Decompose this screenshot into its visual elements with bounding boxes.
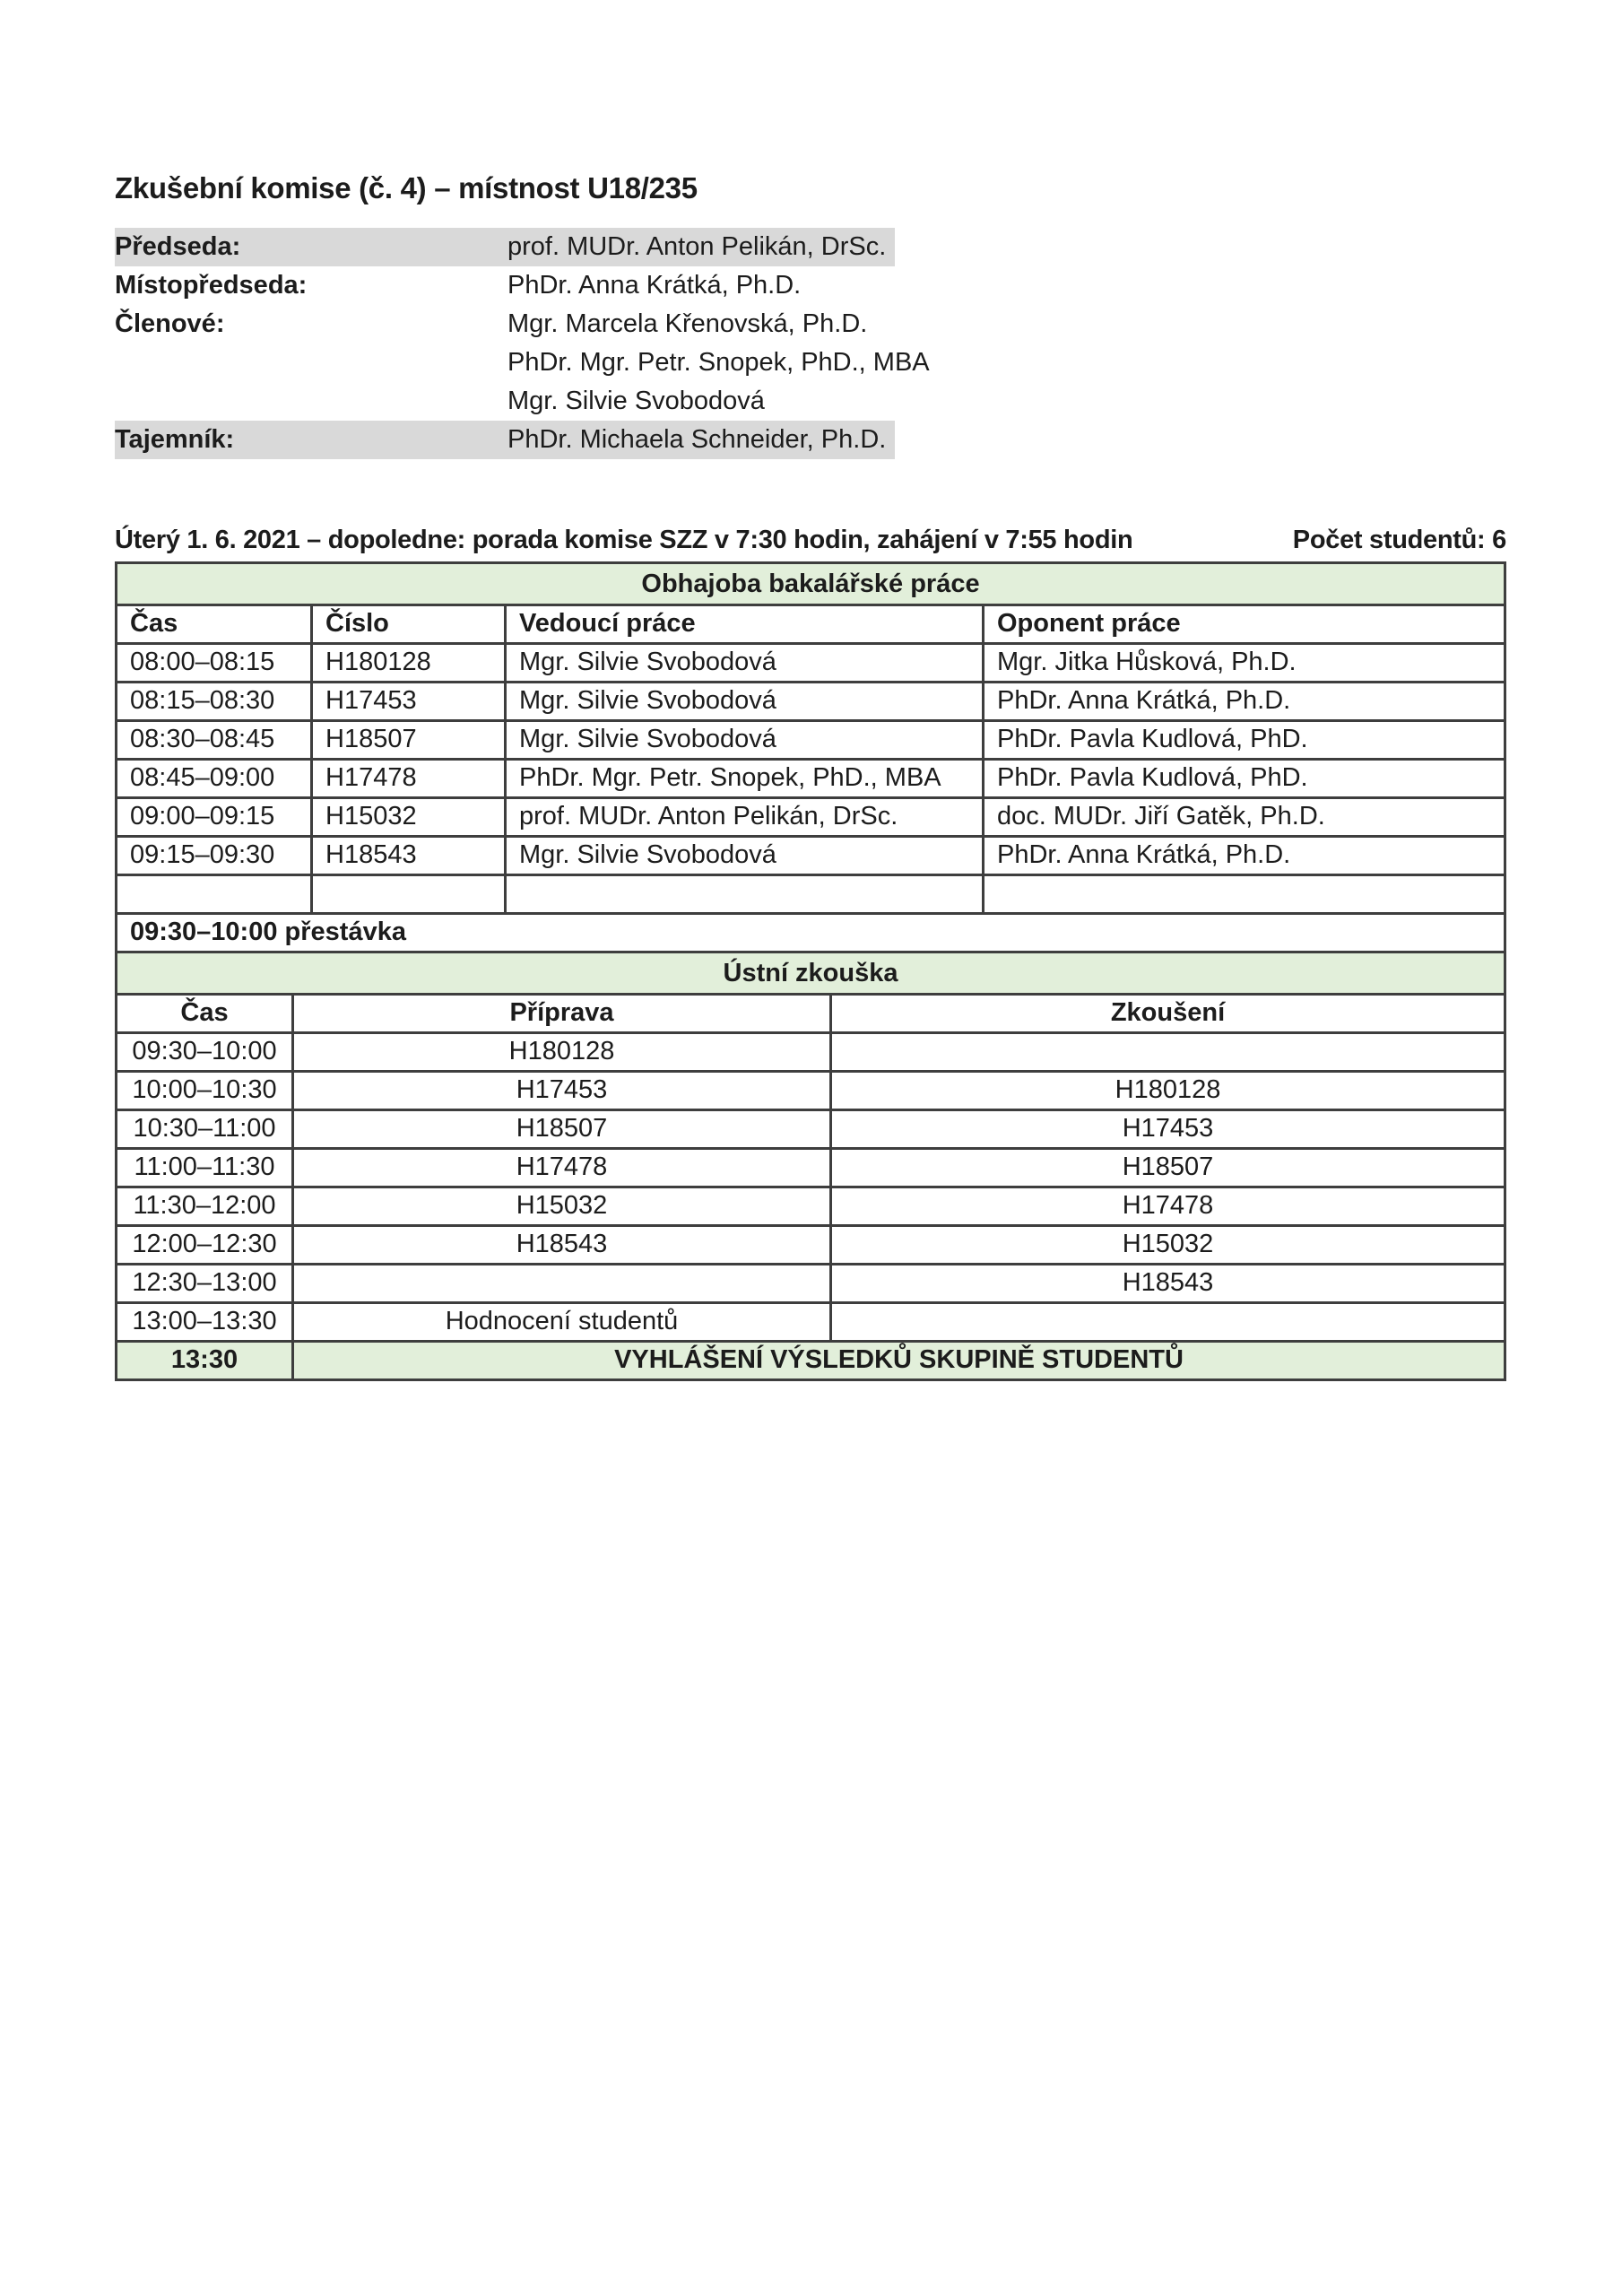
oral-row — [117, 1301, 1504, 1340]
committee-role-label: Předseda: — [115, 232, 241, 261]
date-heading: Úterý 1. 6. 2021 – dopoledne: porada komise SZZ v 7:30 hodin, zahájení v 7:55 hodin — [115, 526, 1133, 554]
cell-exam: H18507 — [829, 1150, 1504, 1186]
cell-time: 08:30–08:45 — [130, 725, 275, 753]
committee-role-label: Členové: — [115, 309, 225, 338]
committee-member-name: PhDr. Michaela Schneider, Ph.D. — [507, 425, 887, 454]
committee-row-member-3 — [115, 382, 774, 421]
cell-prep: H17478 — [291, 1150, 829, 1186]
column-header-exam: Zkoušení — [829, 996, 1504, 1031]
defense-header-row — [117, 604, 1504, 642]
cell-opponent — [982, 876, 1504, 912]
cell-supervisor: PhDr. Mgr. Petr. Snopek, PhD., MBA — [504, 761, 982, 796]
cell-id: H15032 — [310, 799, 504, 835]
section-title: Obhajoba bakalářské práce — [641, 570, 980, 598]
committee-row-member-1 — [115, 305, 876, 344]
cell-prep: H180128 — [291, 1034, 829, 1070]
committee-member-name: Mgr. Marcela Křenovská, Ph.D. — [507, 309, 868, 338]
defense-row — [117, 796, 1504, 835]
cell-id — [310, 876, 504, 912]
column-header-prep: Příprava — [291, 996, 829, 1031]
defense-row — [117, 681, 1504, 719]
committee-member-name: prof. MUDr. Anton Pelikán, DrSc. — [507, 232, 887, 261]
column-header-opponent: Oponent práce — [982, 606, 1504, 642]
cell-time: 10:00–10:30 — [132, 1075, 277, 1104]
cell-time: 09:00–09:15 — [130, 802, 275, 831]
committee-role-label: Místopředseda: — [115, 271, 308, 300]
cell-opponent: PhDr. Pavla Kudlová, PhD. — [982, 722, 1504, 758]
section-header-defense — [117, 564, 1504, 604]
schedule-table — [115, 561, 1506, 1381]
cell-time: 08:15–08:30 — [130, 686, 275, 715]
results-announcement-row — [117, 1340, 1504, 1378]
column-header-time: Čas — [180, 998, 229, 1027]
cell-prep: Hodnocení studentů — [291, 1304, 829, 1340]
section-title: Ústní zkouška — [723, 959, 898, 987]
cell-supervisor: Mgr. Silvie Svobodová — [504, 722, 982, 758]
oral-row — [117, 1031, 1504, 1070]
cell-supervisor — [504, 876, 982, 912]
break-row — [117, 912, 1504, 951]
cell-time: 11:30–12:00 — [133, 1191, 276, 1220]
cell-prep: H17453 — [291, 1073, 829, 1109]
cell-prep: H18507 — [291, 1111, 829, 1147]
committee-member-name: Mgr. Silvie Svobodová — [507, 387, 765, 415]
cell-opponent: Mgr. Jitka Hůsková, Ph.D. — [982, 645, 1504, 681]
cell-opponent: PhDr. Anna Krátká, Ph.D. — [982, 683, 1504, 719]
cell-exam — [829, 1034, 1504, 1070]
announcement-label: VYHLÁŠENÍ VÝSLEDKŮ SKUPINĚ STUDENTŮ — [291, 1343, 1504, 1378]
column-header-time: Čas — [130, 609, 178, 638]
cell-time: 11:00–11:30 — [134, 1152, 275, 1181]
cell-exam: H18543 — [829, 1265, 1504, 1301]
committee-member-name: PhDr. Anna Krátká, Ph.D. — [507, 271, 802, 300]
column-header-supervisor: Vedoucí práce — [504, 606, 982, 642]
cell-prep — [291, 1265, 829, 1301]
oral-row — [117, 1109, 1504, 1147]
committee-row-secretary — [115, 421, 895, 459]
cell-time — [117, 876, 310, 912]
oral-row — [117, 1186, 1504, 1224]
cell-time: 12:30–13:00 — [132, 1268, 277, 1297]
cell-time: 09:15–09:30 — [130, 840, 275, 869]
committee-row-chair — [115, 228, 895, 266]
committee-role-label: Tajemník: — [115, 425, 235, 454]
committee-block — [115, 228, 1506, 459]
cell-exam — [829, 1304, 1504, 1340]
section-header-oral — [117, 951, 1504, 993]
committee-row-vicechair — [115, 266, 810, 305]
oral-row — [117, 1070, 1504, 1109]
cell-id: H17453 — [310, 683, 504, 719]
cell-supervisor: Mgr. Silvie Svobodová — [504, 645, 982, 681]
cell-exam: H180128 — [829, 1073, 1504, 1109]
break-label: 09:30–10:00 přestávka — [130, 918, 406, 946]
cell-time: 13:00–13:30 — [132, 1307, 277, 1335]
defense-row — [117, 642, 1504, 681]
cell-time: 08:00–08:15 — [130, 648, 275, 676]
cell-time: 12:00–12:30 — [132, 1230, 277, 1258]
cell-supervisor: prof. MUDr. Anton Pelikán, DrSc. — [504, 799, 982, 835]
defense-row — [117, 835, 1504, 874]
cell-opponent: doc. MUDr. Jiří Gatěk, Ph.D. — [982, 799, 1504, 835]
document-page — [115, 0, 1506, 1381]
cell-supervisor: Mgr. Silvie Svobodová — [504, 838, 982, 874]
cell-time: 13:30 — [170, 1345, 239, 1374]
defense-row-empty — [117, 874, 1504, 912]
cell-prep: H15032 — [291, 1188, 829, 1224]
date-heading-line — [115, 524, 1506, 556]
student-count: Počet studentů: 6 — [1292, 526, 1506, 554]
cell-exam: H17478 — [829, 1188, 1504, 1224]
column-header-id: Číslo — [310, 606, 504, 642]
defense-row — [117, 758, 1504, 796]
cell-id: H18543 — [310, 838, 504, 874]
oral-row — [117, 1263, 1504, 1301]
cell-supervisor: Mgr. Silvie Svobodová — [504, 683, 982, 719]
cell-exam: H17453 — [829, 1111, 1504, 1147]
cell-time: 09:30–10:00 — [132, 1037, 277, 1065]
cell-opponent: PhDr. Pavla Kudlová, PhD. — [982, 761, 1504, 796]
cell-exam: H15032 — [829, 1227, 1504, 1263]
cell-time: 10:30–11:00 — [133, 1114, 276, 1143]
oral-row — [117, 1224, 1504, 1263]
cell-id: H18507 — [310, 722, 504, 758]
committee-member-name: PhDr. Mgr. Petr. Snopek, PhD., MBA — [507, 348, 930, 377]
cell-opponent: PhDr. Anna Krátká, Ph.D. — [982, 838, 1504, 874]
cell-time: 08:45–09:00 — [130, 763, 275, 792]
oral-row — [117, 1147, 1504, 1186]
page-title: Zkušební komise (č. 4) – místnost U18/235 — [115, 171, 698, 204]
cell-prep: H18543 — [291, 1227, 829, 1263]
cell-id: H180128 — [310, 645, 504, 681]
committee-row-member-2 — [115, 344, 939, 382]
cell-id: H17478 — [310, 761, 504, 796]
defense-row — [117, 719, 1504, 758]
oral-header-row — [117, 993, 1504, 1031]
